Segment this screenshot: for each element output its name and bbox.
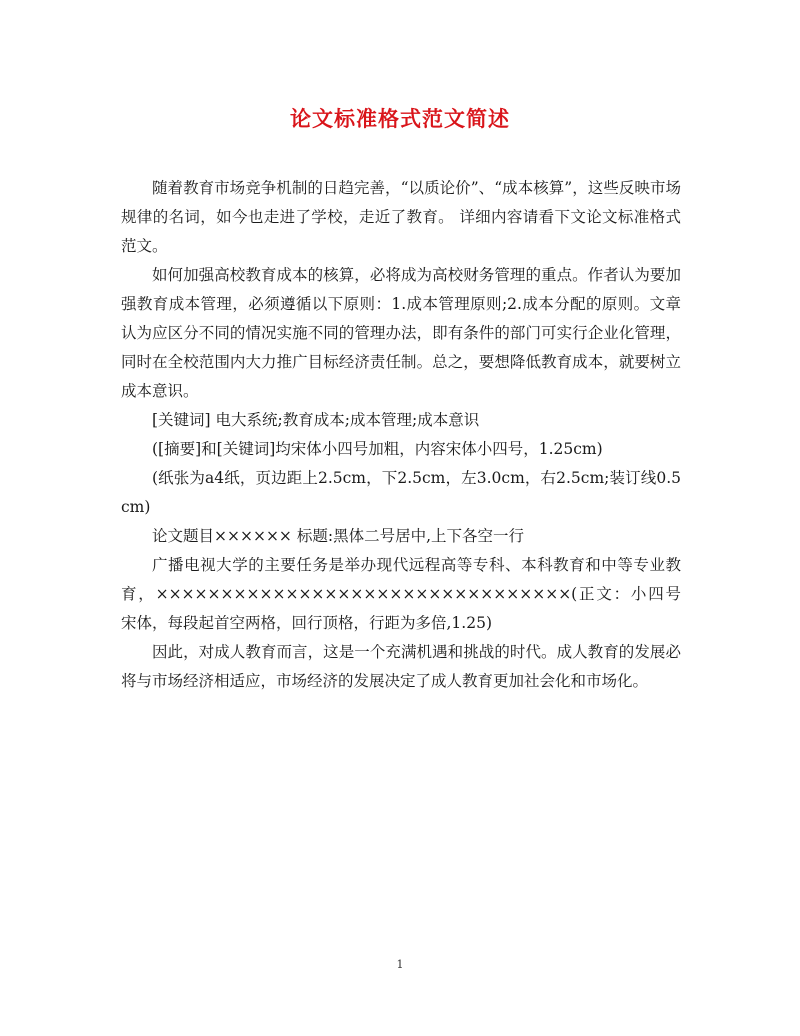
paragraph-paper-spec: (纸张为a4纸，页边距上2.5cm，下2.5cm，左3.0cm，右2.5cm;装订线0.5cm)	[121, 469, 681, 516]
paragraph-keywords: [关键词] 电大系统;教育成本;成本管理;成本意识	[152, 411, 480, 429]
paragraph-body-spec: 广播电视大学的主要任务是举办现代远程高等专科、本科教育和中等专业教育，××××××××××××××××××××××××××××××××(正文：小四号宋体，每段起首空两格，回行顶格，行距为多倍,1.25)	[121, 556, 681, 632]
paragraph-format-note: ([摘要]和[关键词]均宋体小四号加粗，内容宋体小四号，1.25cm)	[152, 440, 603, 458]
paragraph-abstract: 如何加强高校教育成本的核算，必将成为高校财务管理的重点。作者认为要加强教育成本管理，必须遵循以下原则：1.成本管理原则;2.成本分配的原则。文章认为应区分不同的情况实施不同的管理办法，即有条件的部门可实行企业化管理，同时在全校范围内大力推广目标经济责任制。总之，要想降低教育成本，就要树立成本意识。	[121, 266, 681, 400]
page-number: 1	[396, 958, 404, 971]
document-title: 论文标准格式范文简述	[290, 106, 510, 131]
paragraph-conclusion: 因此，对成人教育而言，这是一个充满机遇和挑战的时代。成人教育的发展必将与市场经济相适应，市场经济的发展决定了成人教育更加社会化和市场化。	[121, 643, 681, 690]
document-body	[121, 174, 681, 696]
paragraph-intro: 随着教育市场竞争机制的日趋完善，“以质论价”、“成本核算”，这些反映市场规律的名词，如今也走进了学校，走近了教育。 详细内容请看下文论文标准格式范文。	[121, 179, 681, 255]
paragraph-title-spec: 论文题目×××××× 标题:黑体二号居中,上下各空一行	[152, 527, 525, 545]
